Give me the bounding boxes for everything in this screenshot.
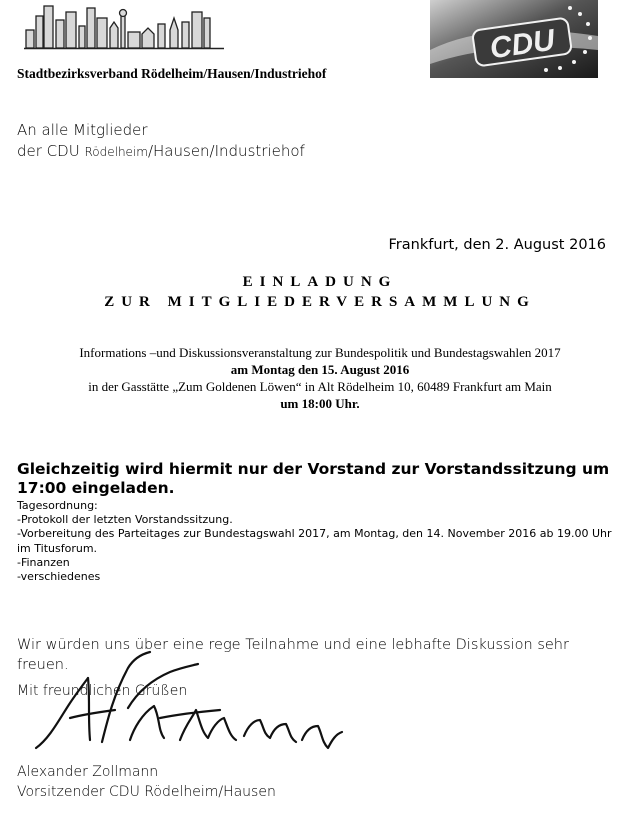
event-info: Informations –und Diskussionsveranstaltung zur Bundespolitik und Bundestagswahlen 2017 xyxy=(79,345,561,360)
signature xyxy=(30,648,350,758)
greeting: Mit freundlichen Grüßen xyxy=(17,683,188,699)
agenda-item: -Protokoll der letzten Vorstandssitzung. xyxy=(17,513,233,527)
recipient-line-2-suffix: /Hausen/Industriehof xyxy=(147,142,305,160)
recipient-line-2 xyxy=(17,142,305,160)
agenda xyxy=(17,499,617,584)
event-date: am Montag den 15. August 2016 xyxy=(230,362,410,377)
place-date: Frankfurt, den 2. August 2016 xyxy=(388,237,606,253)
board-meeting-notice: Gleichzeitig wird hiermit nur der Vorstand zur Vorstandssitzung um 17:00 eingeladen. xyxy=(17,460,610,497)
invitation-heading: EINLADUNG xyxy=(242,274,398,290)
closing-text: Wir würden uns über eine rege Teilnahme und eine lebhafte Diskussion sehr freuen. xyxy=(17,637,569,673)
frankfurt-skyline-logo xyxy=(24,4,224,50)
agenda-item: -Finanzen xyxy=(17,555,70,569)
signer-role: Vorsitzender CDU Rödelheim/Hausen xyxy=(17,784,276,800)
organization-name: Stadtbezirksverband Rödelheim/Hausen/Industriehof xyxy=(17,66,327,81)
event-time: um 18:00 Uhr. xyxy=(280,396,360,411)
invitation-subheading: ZUR MITGLIEDERVERSAMMLUNG xyxy=(104,294,536,310)
agenda-item: -verschiedenes xyxy=(17,570,101,584)
recipient-line-2-prefix: der CDU xyxy=(17,142,85,160)
event-venue: in der Gasstätte „Zum Goldenen Löwen“ in Alt Rödelheim 10, 60489 Frankfurt am Main xyxy=(88,379,552,394)
logo-text: CDU xyxy=(487,23,557,66)
cdu-logo xyxy=(430,0,598,78)
recipient-line-2-small: Rödelheim xyxy=(84,145,148,159)
recipient-line-1: An alle Mitglieder xyxy=(17,121,148,139)
agenda-item: -Vorbereitung des Parteitages zur Bundestagswahl 2017, am Montag, den 14. November 2016 ab 19.00 Uhr im Titusforum. xyxy=(17,527,615,555)
signer-name: Alexander Zollmann xyxy=(17,764,159,780)
agenda-title: Tagesordnung: xyxy=(17,499,98,512)
